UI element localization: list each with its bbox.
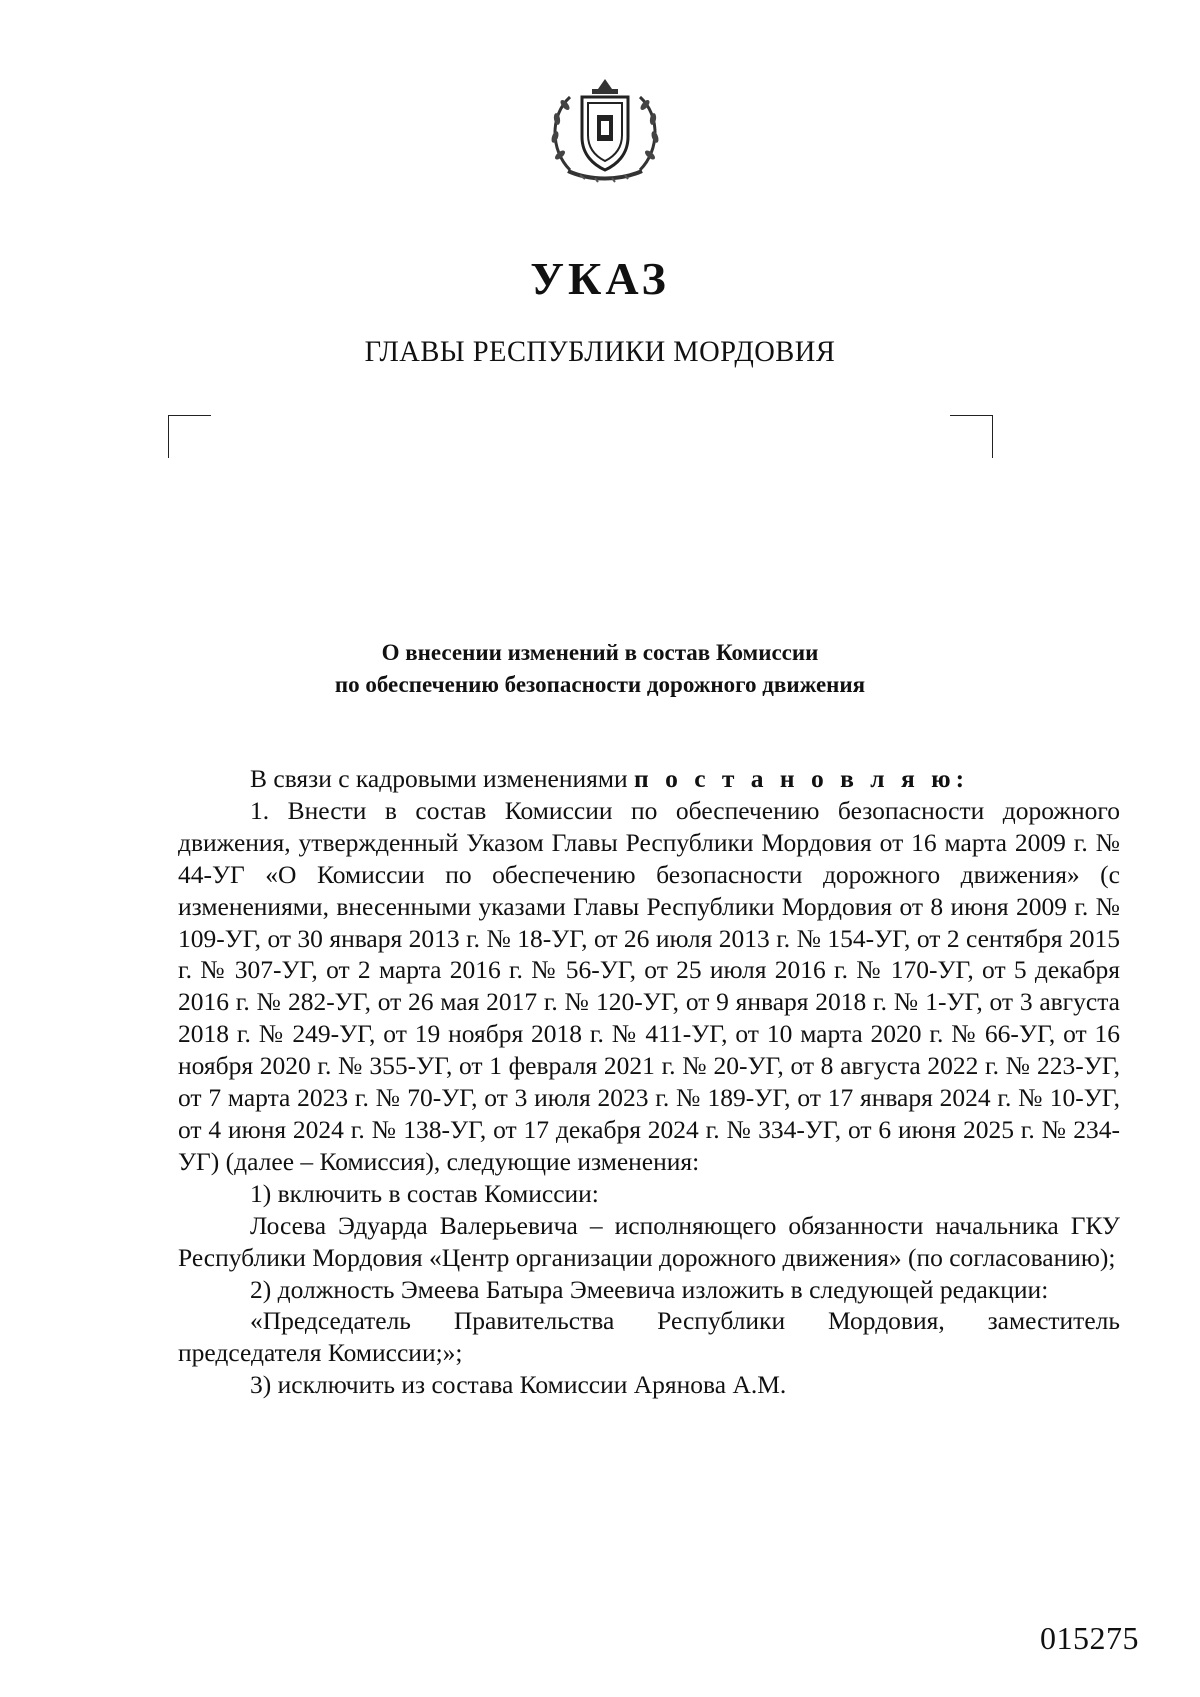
decree-subtitle: ГЛАВЫ РЕСПУБЛИКИ МОРДОВИЯ	[364, 335, 836, 368]
date-field-corner-right	[950, 415, 993, 458]
document-serial-number: 015275	[1040, 1620, 1139, 1656]
subitem-2-quote: «Председатель Правительства Республики Мордовия, заместитель председателя Комиссии;»;	[178, 1306, 1120, 1368]
heading-line-1: О внесении изменений в состав Комиссии	[381, 640, 819, 665]
subitem-3: 3) исключить из состава Комиссии Арянова А.М.	[250, 1370, 787, 1400]
coat-of-arms-icon	[540, 75, 670, 185]
decree-heading	[0, 637, 1200, 701]
preamble	[178, 763, 1120, 795]
heading-line-2: по обеспечению безопасности дорожного движения	[334, 672, 866, 697]
subitem-2: 2) должность Эмеева Батыра Эмеевича изложить в следующей редакции:	[250, 1274, 1049, 1304]
subitem-1-text: Лосева Эдуарда Валерьевича – исполняющего обязанности начальника ГКУ Республики Мордовия «Центр организации дорожного движения» (по согласованию);	[178, 1210, 1120, 1272]
subitem-1: 1) включить в состав Комиссии:	[250, 1178, 599, 1208]
date-field-corner-left	[168, 415, 211, 458]
preamble-text: В связи с кадровыми изменениями	[250, 764, 635, 793]
item-1: 1. Внести в состав Комиссии по обеспечению безопасности дорожного движения, утвержденный Указом Главы Республики Мордовия от 16 марта 2009 г. № 44-УГ «О Комиссии по обеспечению безопасности дорожного движения» (с изменениями, внесенными указами Главы Республики Мордовия от 8 июня 2009 г. № 109-УГ, от 30 января 2013 г. № 18-УГ, от 26 июля 2013 г. № 154-УГ, от 2 сентября 2015 г. № 307-УГ, от 2 марта 2016 г. № 56-УГ, от 25 июля 2016 г. № 170-УГ, от 5 декабря 2016 г. № 282-УГ, от 26 мая 2017 г. № 120-УГ, от 9 января 2018 г. № 1-УГ, от 3 августа 2018 г. № 249-УГ, от 19 ноября 2018 г. № 411-УГ, от 10 марта 2020 г. № 66-УГ, от 16 ноября 2020 г. № 355-УГ, от 1 февраля 2021 г. № 20-УГ, от 8 августа 2022 г. № 223-УГ, от 7 марта 2023 г. № 70-УГ, от 3 июля 2023 г. № 189-УГ, от 17 января 2024 г. № 10-УГ, от 4 июня 2024 г. № 138-УГ, от 17 декабря 2024 г. № 334-УГ, от 6 июня 2025 г. № 234-УГ) (далее – Комиссия), следующие изменения:	[178, 795, 1120, 1176]
decree-title: УКАЗ	[530, 253, 670, 304]
preamble-keyword: п о с т а н о в л я ю:	[634, 764, 970, 793]
decree-body	[178, 763, 1120, 1401]
